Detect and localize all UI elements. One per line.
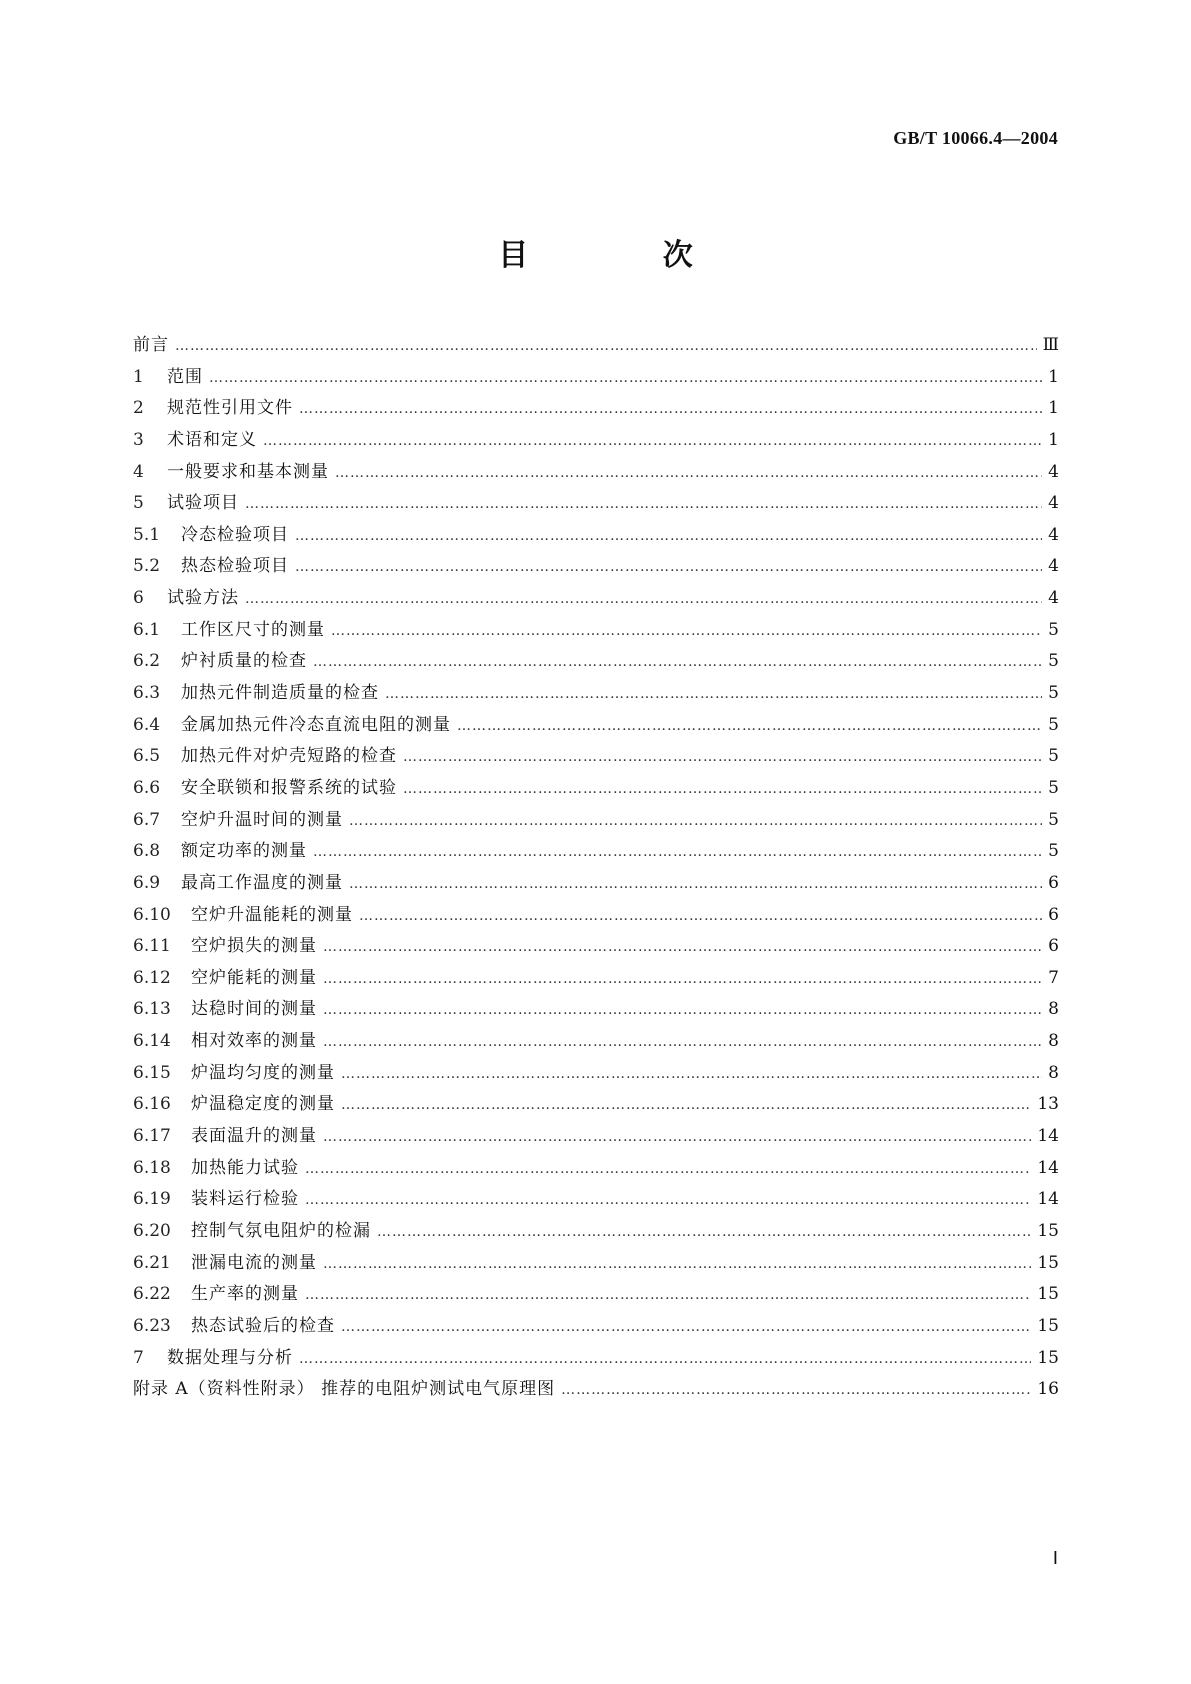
toc-dot-leader [245, 496, 1042, 512]
toc-dot-leader [323, 1034, 1042, 1050]
toc-entry-page: 15 [1037, 1347, 1059, 1368]
toc-entry[interactable] [133, 1279, 1059, 1311]
toc-entry[interactable] [133, 1216, 1059, 1248]
toc-entry-label: 热态检验项目 [181, 556, 289, 577]
toc-entry[interactable] [133, 583, 1059, 615]
toc-entry-label: 术语和定义 [167, 429, 257, 450]
toc-entry-number: 6.8 [133, 841, 161, 862]
toc-entry[interactable] [133, 868, 1059, 900]
toc-dot-leader [263, 433, 1042, 449]
toc-entry-label: 表面温升的测量 [191, 1126, 317, 1147]
toc-entry-page: 8 [1048, 1062, 1059, 1083]
toc-entry[interactable] [133, 1121, 1059, 1153]
toc-entry-number: 6.15 [133, 1062, 171, 1083]
toc-entry[interactable] [133, 488, 1059, 520]
toc-entry-page: 5 [1048, 619, 1059, 640]
toc-entry-page: Ⅲ [1042, 335, 1059, 355]
toc-dot-leader [341, 1097, 1031, 1113]
toc-entry-label: 炉温均匀度的测量 [191, 1062, 335, 1083]
toc-entry-page: 6 [1048, 904, 1059, 925]
toc-entry-label: 相对效率的测量 [191, 1031, 317, 1052]
toc-entry-page: 15 [1037, 1315, 1059, 1336]
toc-dot-leader [299, 401, 1042, 417]
toc-entry-page: 4 [1048, 588, 1059, 609]
toc-entry-label: 前言 [133, 335, 169, 355]
toc-dot-leader [403, 781, 1042, 797]
toc-entry-label: 试验项目 [167, 493, 239, 514]
toc-entry-page: 1 [1048, 366, 1059, 387]
toc-entry[interactable] [133, 805, 1059, 837]
toc-entry-page: 5 [1048, 683, 1059, 704]
toc-entry[interactable] [133, 741, 1059, 773]
toc-entry-page: 8 [1048, 1031, 1059, 1052]
toc-dot-leader [175, 338, 1037, 354]
toc-entry-page: 15 [1037, 1284, 1059, 1305]
toc-dot-leader [313, 654, 1042, 670]
toc-entry-page: 8 [1048, 999, 1059, 1020]
toc-entry[interactable] [133, 1374, 1059, 1406]
toc-dot-leader [377, 1224, 1031, 1240]
toc-entry-page: 15 [1037, 1252, 1059, 1273]
toc-dot-leader [331, 623, 1042, 639]
toc-entry-label: 一般要求和基本测量 [167, 461, 329, 482]
toc-entry-label: 炉温稳定度的测量 [191, 1094, 335, 1115]
toc-dot-leader [359, 908, 1042, 924]
page-number: Ⅰ [1052, 1548, 1058, 1568]
toc-entry-label: 空炉升温能耗的测量 [191, 904, 353, 925]
toc-entry-number: 5.2 [133, 556, 161, 577]
toc-entry[interactable] [133, 1343, 1059, 1375]
toc-entry-page: 4 [1048, 524, 1059, 545]
toc-entry[interactable] [133, 1311, 1059, 1343]
toc-entry-number: 6 [133, 588, 144, 609]
toc-entry-number: 6.3 [133, 683, 161, 704]
toc-dot-leader [209, 370, 1042, 386]
toc-dot-leader [403, 749, 1042, 765]
toc-entry-number: 6.21 [133, 1252, 171, 1273]
toc-entry-page: 5 [1048, 777, 1059, 798]
toc-dot-leader [295, 528, 1042, 544]
toc-entry-page: 15 [1037, 1220, 1059, 1241]
toc-dot-leader [385, 686, 1042, 702]
toc-entry[interactable] [133, 551, 1059, 583]
toc-entry-page: 13 [1037, 1094, 1059, 1115]
toc-dot-leader [561, 1382, 1031, 1398]
toc-entry-label: 最高工作温度的测量 [181, 872, 343, 893]
toc-entry-number: 6.11 [133, 936, 171, 957]
toc-entry-label: 控制气氛电阻炉的检漏 [191, 1220, 371, 1241]
toc-entry-label: 附录 A（资料性附录） 推荐的电阻炉测试电气原理图 [133, 1379, 556, 1400]
toc-entry-number: 6.6 [133, 777, 161, 798]
toc-entry-number: 6.10 [133, 904, 171, 925]
toc-entry[interactable] [133, 1248, 1059, 1280]
toc-dot-leader [295, 559, 1042, 575]
toc-entry-label: 生产率的测量 [191, 1284, 299, 1305]
toc-entry[interactable] [133, 931, 1059, 963]
toc-entry-page: 6 [1048, 872, 1059, 893]
toc-entry[interactable] [133, 900, 1059, 932]
toc-dot-leader [349, 813, 1042, 829]
toc-entry-page: 1 [1048, 429, 1059, 450]
toc-entry-label: 冷态检验项目 [181, 524, 289, 545]
toc-dot-leader [305, 1161, 1031, 1177]
toc-entry-label: 金属加热元件冷态直流电阻的测量 [181, 714, 451, 735]
toc-dot-leader [323, 939, 1042, 955]
toc-entry-number: 6.5 [133, 746, 161, 767]
toc-dot-leader [313, 844, 1042, 860]
toc-entry-page: 14 [1037, 1126, 1059, 1147]
toc-entry-number: 6.2 [133, 651, 161, 672]
toc-entry-page: 16 [1037, 1379, 1059, 1400]
toc-entry[interactable] [133, 615, 1059, 647]
toc-dot-leader [341, 1066, 1042, 1082]
toc-entry-number: 6.18 [133, 1157, 171, 1178]
toc-entry-number: 6.7 [133, 809, 161, 830]
toc-entry-number: 6.23 [133, 1315, 171, 1336]
toc-entry[interactable] [133, 646, 1059, 678]
toc-entry-number: 6.16 [133, 1094, 171, 1115]
toc-entry[interactable] [133, 1026, 1059, 1058]
toc-entry-label: 加热元件对炉壳短路的检查 [181, 746, 397, 767]
toc-entry-number: 6.19 [133, 1189, 171, 1210]
toc-entry-label: 装料运行检验 [191, 1189, 299, 1210]
toc-entry-number: 6.1 [133, 619, 161, 640]
toc-entry[interactable] [133, 1058, 1059, 1090]
toc-entry-page: 5 [1048, 714, 1059, 735]
toc-entry-page: 5 [1048, 746, 1059, 767]
toc-dot-leader [349, 876, 1042, 892]
toc-dot-leader [245, 591, 1042, 607]
toc-entry-number: 6.9 [133, 872, 161, 893]
toc-entry-label: 工作区尺寸的测量 [181, 619, 325, 640]
toc-entry-page: 4 [1048, 461, 1059, 482]
toc-entry-label: 试验方法 [167, 588, 239, 609]
toc-entry-label: 范围 [167, 366, 203, 387]
toc-entry-label: 规范性引用文件 [167, 398, 293, 419]
toc-dot-leader [341, 1319, 1031, 1335]
toc-entry[interactable] [133, 425, 1059, 457]
toc-entry[interactable] [133, 362, 1059, 394]
toc-entry-page: 1 [1048, 398, 1059, 419]
toc-entry[interactable] [133, 836, 1059, 868]
toc-entry-number: 4 [133, 461, 144, 482]
toc-entry-number: 3 [133, 429, 144, 450]
toc-entry[interactable] [133, 1153, 1059, 1185]
toc-entry-label: 泄漏电流的测量 [191, 1252, 317, 1273]
toc-entry[interactable] [133, 393, 1059, 425]
toc-entry[interactable] [133, 1089, 1059, 1121]
toc-entry-number: 6.20 [133, 1220, 171, 1241]
toc-entry[interactable] [133, 1184, 1059, 1216]
toc-entry[interactable] [133, 994, 1059, 1026]
toc-dot-leader [305, 1287, 1031, 1303]
toc-entry-page: 14 [1037, 1189, 1059, 1210]
toc-entry-label: 加热元件制造质量的检查 [181, 683, 379, 704]
toc-entry-page: 4 [1048, 493, 1059, 514]
toc-entry-label: 安全联锁和报警系统的试验 [181, 777, 397, 798]
toc-entry-number: 5 [133, 493, 144, 514]
toc-entry-page: 6 [1048, 936, 1059, 957]
toc-dot-leader [323, 971, 1042, 987]
toc-entry[interactable] [133, 678, 1059, 710]
toc-entry[interactable] [133, 773, 1059, 805]
toc-entry-label: 炉衬质量的检查 [181, 651, 307, 672]
toc-entry-page: 7 [1048, 967, 1059, 988]
toc-entry[interactable] [133, 330, 1059, 362]
toc-entry-label: 加热能力试验 [191, 1157, 299, 1178]
toc-entry-page: 5 [1048, 841, 1059, 862]
toc-dot-leader [323, 1256, 1031, 1272]
toc-entry-page: 5 [1048, 809, 1059, 830]
toc-entry-number: 1 [133, 366, 144, 387]
toc-entry-label: 热态试验后的检查 [191, 1315, 335, 1336]
toc-entry-number: 6.14 [133, 1031, 171, 1052]
toc-dot-leader [305, 1192, 1031, 1208]
toc-entry-number: 2 [133, 398, 144, 419]
table-of-contents [133, 330, 1059, 1406]
toc-entry-page: 5 [1048, 651, 1059, 672]
toc-entry-number: 5.1 [133, 524, 161, 545]
toc-entry-number: 6.22 [133, 1284, 171, 1305]
toc-entry-number: 6.17 [133, 1126, 171, 1147]
toc-entry-number: 6.13 [133, 999, 171, 1020]
toc-entry-number: 7 [133, 1347, 144, 1368]
toc-entry[interactable] [133, 457, 1059, 489]
toc-entry[interactable] [133, 520, 1059, 552]
toc-entry-label: 达稳时间的测量 [191, 999, 317, 1020]
toc-dot-leader [457, 718, 1042, 734]
toc-dot-leader [323, 1129, 1031, 1145]
toc-entry-label: 数据处理与分析 [167, 1347, 293, 1368]
toc-dot-leader [323, 1002, 1042, 1018]
toc-entry-label: 额定功率的测量 [181, 841, 307, 862]
toc-dot-leader [335, 465, 1042, 481]
toc-entry-number: 6.4 [133, 714, 161, 735]
toc-entry-page: 14 [1037, 1157, 1059, 1178]
toc-entry[interactable] [133, 963, 1059, 995]
standard-code: GB/T 10066.4—2004 [893, 128, 1058, 148]
toc-entry-label: 空炉能耗的测量 [191, 967, 317, 988]
toc-entry-page: 4 [1048, 556, 1059, 577]
toc-entry-label: 空炉损失的测量 [191, 936, 317, 957]
toc-entry-number: 6.12 [133, 967, 171, 988]
toc-entry-label: 空炉升温时间的测量 [181, 809, 343, 830]
toc-title: 目 次 [498, 238, 755, 273]
toc-entry[interactable] [133, 710, 1059, 742]
toc-dot-leader [299, 1351, 1031, 1367]
